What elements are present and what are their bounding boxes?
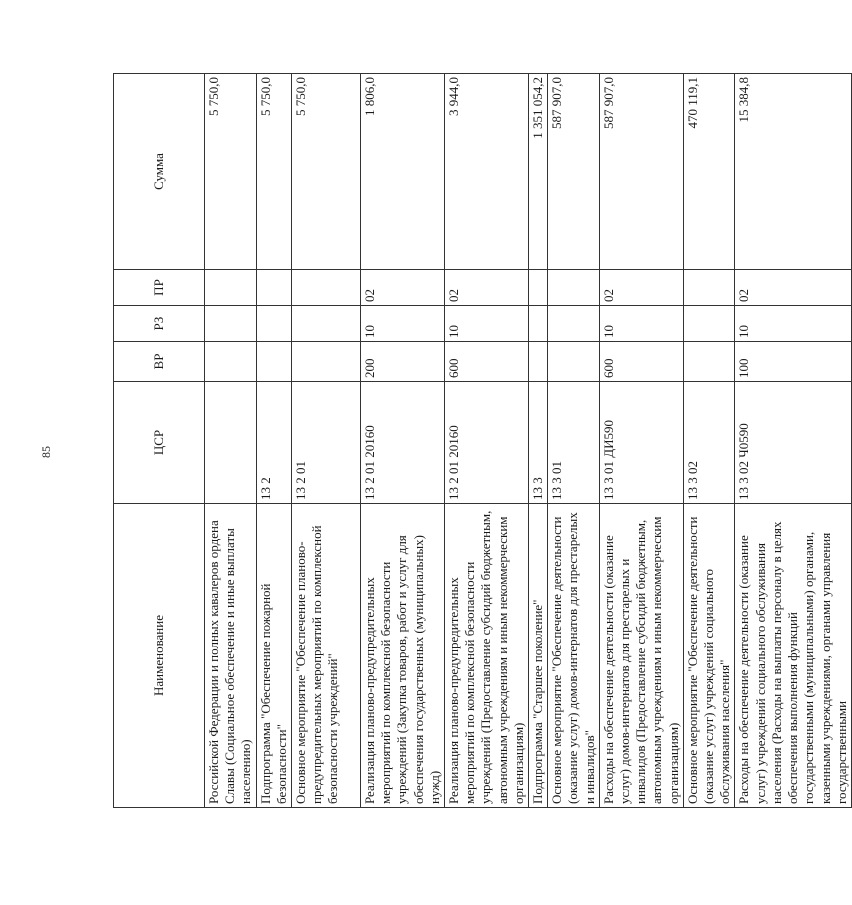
cell-sum: 5 750,0 — [256, 74, 291, 270]
cell-vr — [548, 342, 600, 382]
cell-csr: 13 2 — [256, 382, 291, 504]
cell-vr: 100 — [735, 342, 851, 382]
cell-csr: 13 3 01 ДИ590 — [599, 382, 683, 504]
cell-rz: 10 — [445, 306, 529, 342]
cell-rz: 10 — [735, 306, 851, 342]
cell-pr — [683, 270, 735, 306]
cell-csr: 13 3 01 — [548, 382, 600, 504]
cell-vr — [683, 342, 735, 382]
table-row — [361, 74, 445, 808]
cell-pr: 02 — [599, 270, 683, 306]
table-row — [205, 74, 257, 808]
table-row — [548, 74, 600, 808]
table-row — [256, 74, 291, 808]
cell-csr: 13 2 01 20160 — [445, 382, 529, 504]
table-row — [683, 74, 735, 808]
cell-name: Подпрограмма "Обеспечение пожарной безопасности" — [256, 504, 291, 808]
cell-sum: 5 750,0 — [205, 74, 257, 270]
cell-pr — [205, 270, 257, 306]
cell-pr: 02 — [361, 270, 445, 306]
cell-rz: 10 — [361, 306, 445, 342]
cell-csr — [205, 382, 257, 504]
header-csr: ЦСР — [114, 382, 205, 504]
cell-vr — [256, 342, 291, 382]
cell-sum: 3 944,0 — [445, 74, 529, 270]
cell-csr: 13 3 02 — [683, 382, 735, 504]
cell-pr — [529, 270, 548, 306]
rotated-page — [113, 74, 849, 808]
cell-name: Основное мероприятие "Обеспечение деятельности (оказание услуг) учреждений социального обслуживания населения" — [683, 504, 735, 808]
table-row — [445, 74, 529, 808]
cell-rz — [205, 306, 257, 342]
cell-vr — [529, 342, 548, 382]
table-row — [529, 74, 548, 808]
cell-pr: 02 — [445, 270, 529, 306]
cell-name: Расходы на обеспечение деятельности (оказание услуг) домов-интернатов для престарелых и инвалидов (Предоставление субсидий бюджетным, автономным учреждениям и иным некоммерческим организациям) — [599, 504, 683, 808]
budget-table — [113, 73, 852, 808]
header-pr: ПР — [114, 270, 205, 306]
table-header-row — [114, 74, 205, 808]
table-row — [735, 74, 851, 808]
cell-sum: 15 384,8 — [735, 74, 851, 270]
cell-sum: 1 806,0 — [361, 74, 445, 270]
cell-csr: 13 3 — [529, 382, 548, 504]
cell-vr: 600 — [445, 342, 529, 382]
cell-name: Реализация планово-предупредительных мероприятий по комплексной безопасности учреждений (Предоставление субсидий бюджетным, автономным учреждениям и иным некоммерческим организациям) — [445, 504, 529, 808]
cell-rz: 10 — [599, 306, 683, 342]
cell-vr: 600 — [599, 342, 683, 382]
cell-name: Российской Федерации и полных кавалеров ордена Славы (Социальное обеспечение и иные выплаты населению) — [205, 504, 257, 808]
cell-name: Основное мероприятие "Обеспечение деятельности (оказание услуг) домов-интернатов для престарелых и инвалидов" — [548, 504, 600, 808]
cell-sum: 587 907,0 — [599, 74, 683, 270]
cell-pr: 02 — [735, 270, 851, 306]
cell-pr — [256, 270, 291, 306]
header-sum: Сумма — [114, 74, 205, 270]
cell-rz — [292, 306, 361, 342]
cell-rz — [529, 306, 548, 342]
cell-vr — [205, 342, 257, 382]
cell-csr: 13 2 01 — [292, 382, 361, 504]
header-name: Наименование — [114, 504, 205, 808]
cell-pr — [548, 270, 600, 306]
header-rz: РЗ — [114, 306, 205, 342]
cell-vr: 200 — [361, 342, 445, 382]
cell-csr: 13 2 01 20160 — [361, 382, 445, 504]
cell-csr: 13 3 02 Ч0590 — [735, 382, 851, 504]
cell-name: Подпрограмма "Старшее поколение" — [529, 504, 548, 808]
page-number: 85 — [39, 446, 53, 458]
cell-sum: 1 351 054,2 — [529, 74, 548, 270]
cell-pr — [292, 270, 361, 306]
table-row — [292, 74, 361, 808]
cell-rz — [256, 306, 291, 342]
cell-name: Расходы на обеспечение деятельности (оказание услуг) учреждений социального обслуживания населения (Расходы на выплаты персоналу в целях обеспечения выполнения функций государственными (муниципальными) органами, казенными учреждениями, органами управления государственными — [735, 504, 851, 808]
cell-sum: 470 119,1 — [683, 74, 735, 270]
cell-rz — [548, 306, 600, 342]
cell-vr — [292, 342, 361, 382]
header-vr: ВР — [114, 342, 205, 382]
cell-sum: 5 750,0 — [292, 74, 361, 270]
cell-name: Основное мероприятие "Обеспечение планово-предупредительных мероприятий по комплексной безопасности учреждений" — [292, 504, 361, 808]
cell-sum: 587 907,0 — [548, 74, 600, 270]
table-row — [599, 74, 683, 808]
cell-name: Реализация планово-предупредительных мероприятий по комплексной безопасности учреждений (Закупка товаров, работ и услуг для обеспечения государственных (муниципальных) нужд) — [361, 504, 445, 808]
cell-rz — [683, 306, 735, 342]
